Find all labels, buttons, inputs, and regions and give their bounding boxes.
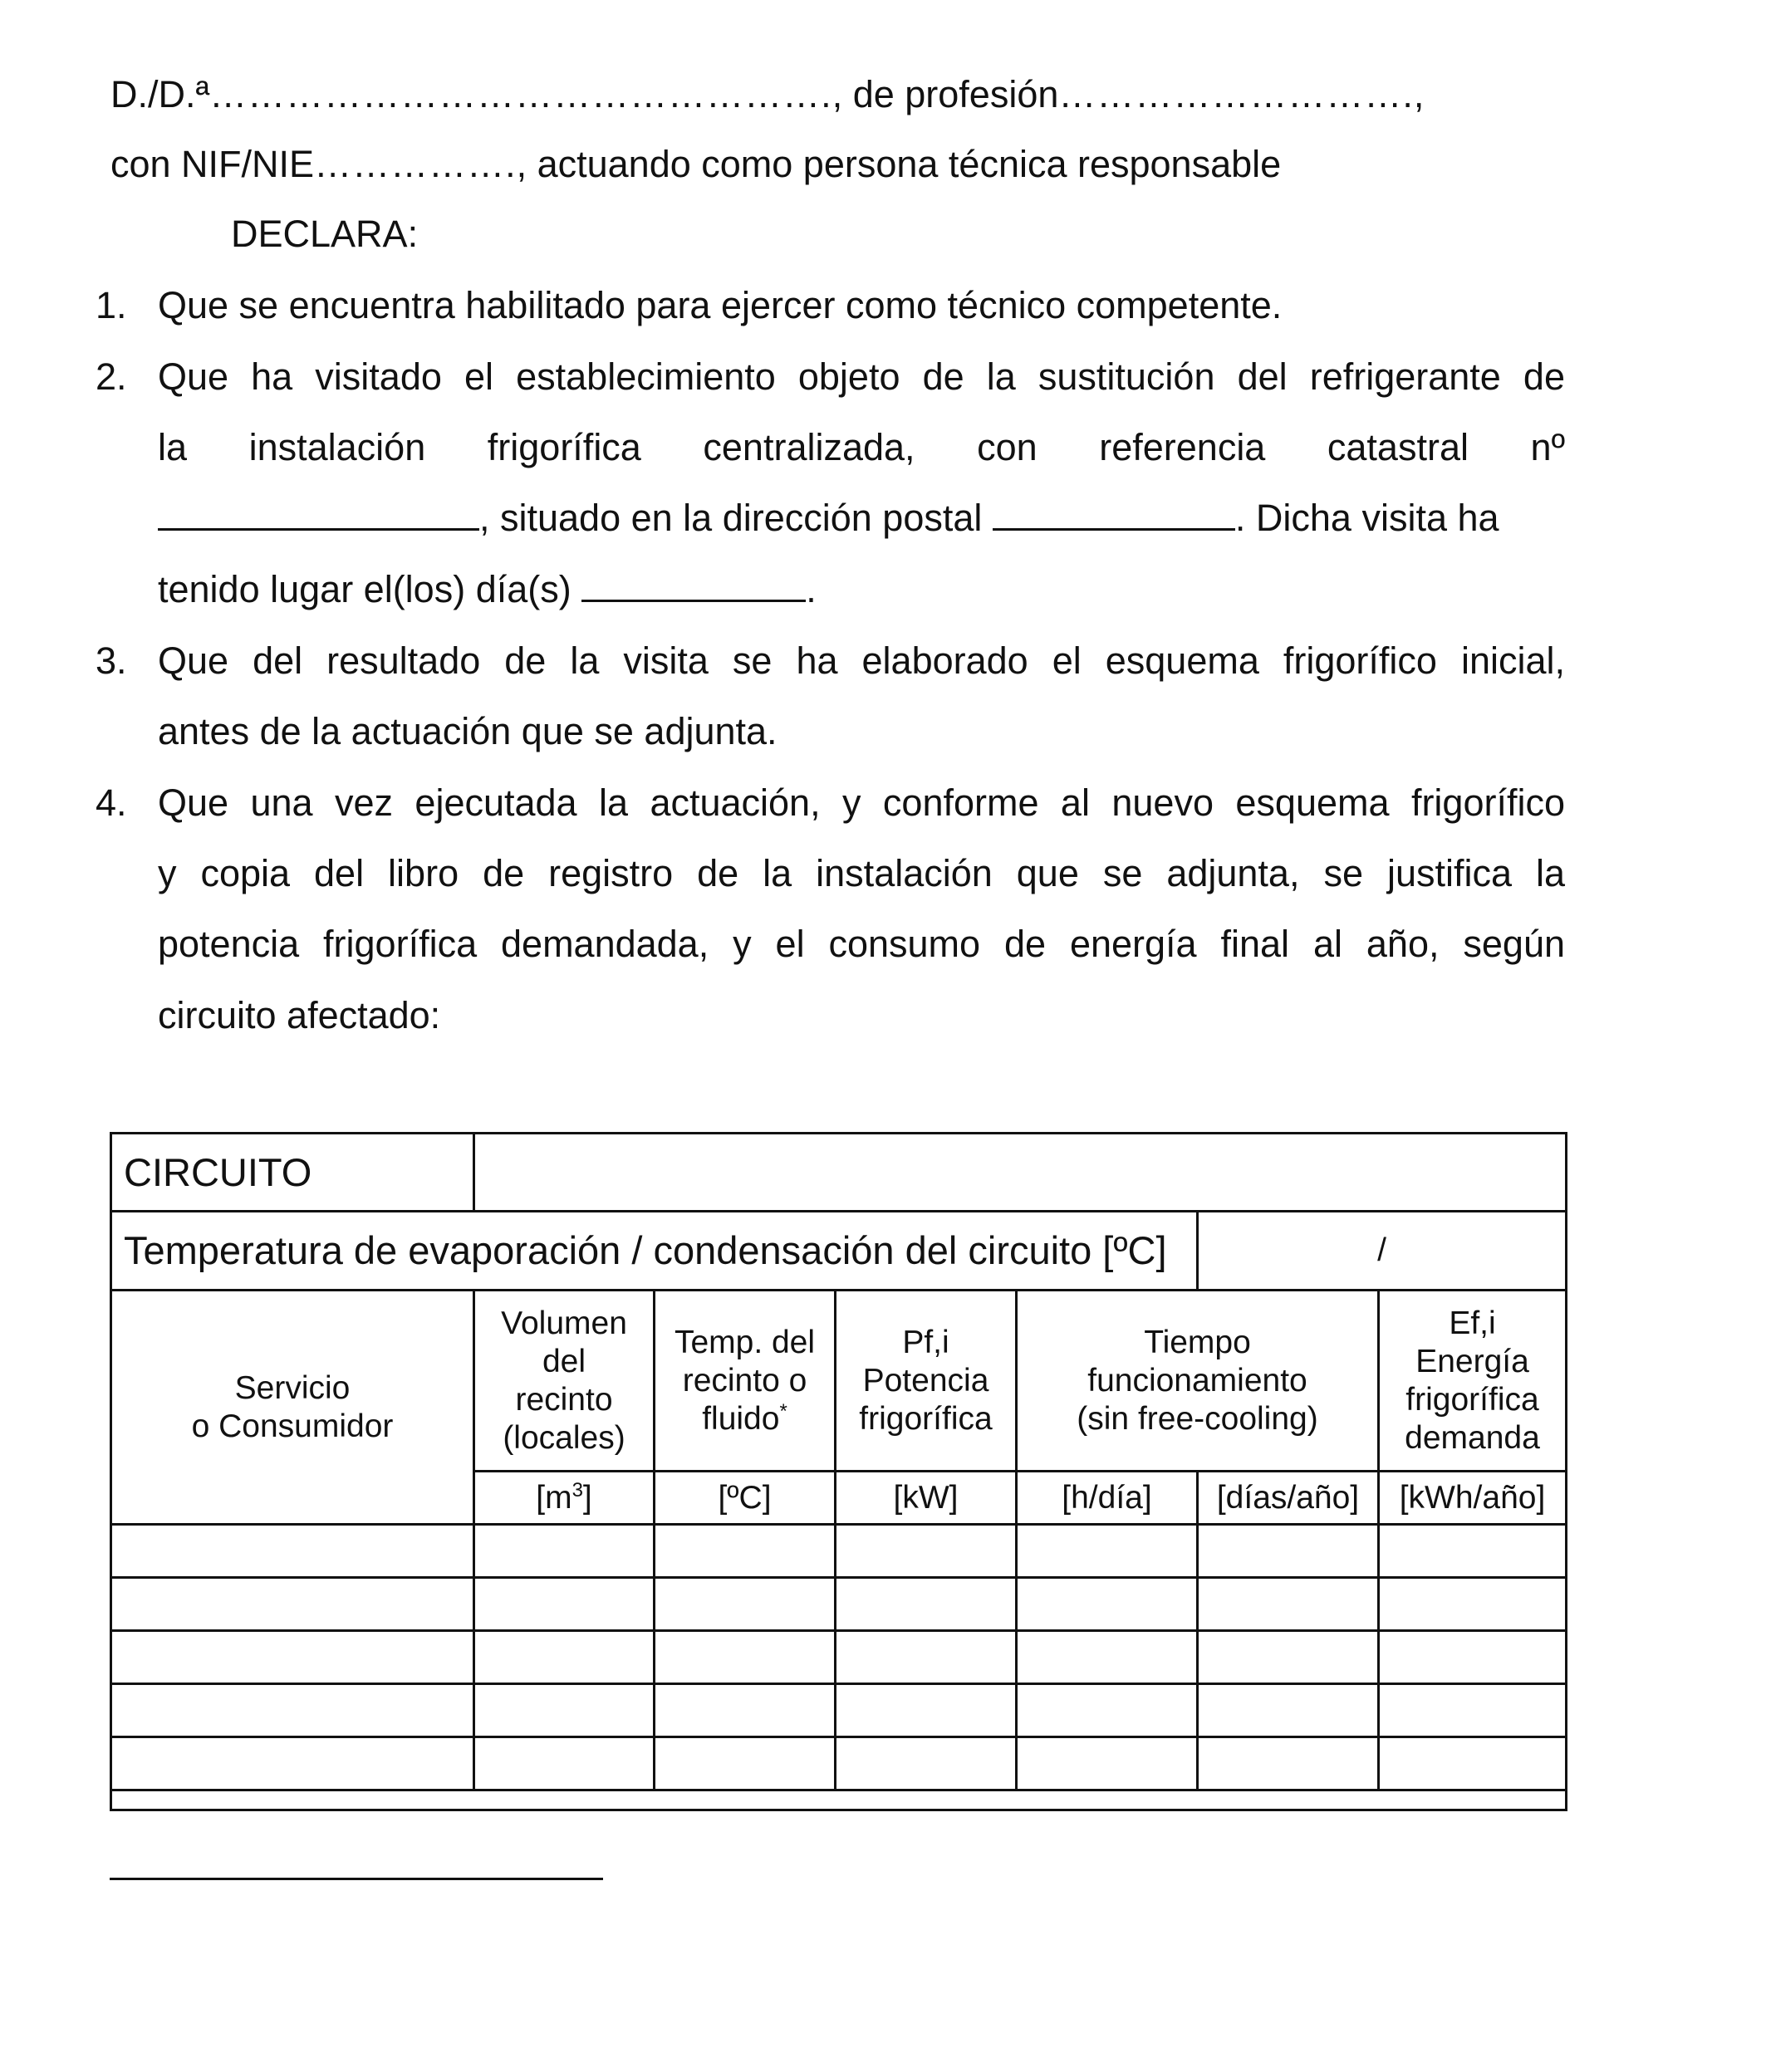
table-cell[interactable] <box>836 1631 1017 1684</box>
table-cell[interactable] <box>1017 1684 1198 1737</box>
item-4-line-2: y copia del libro de registro de la instalación que se adjunta, se justifica la <box>158 852 1565 894</box>
table-cell[interactable] <box>474 1737 655 1790</box>
table-cell[interactable] <box>1198 1631 1379 1684</box>
table-cell[interactable] <box>474 1684 655 1737</box>
header-line: funcionamiento <box>1087 1362 1307 1398</box>
table-row <box>111 1525 1567 1578</box>
address-blank-field[interactable] <box>993 495 1235 531</box>
circuito-value-cell[interactable] <box>474 1134 1567 1212</box>
table-row <box>111 1684 1567 1737</box>
table-cell[interactable] <box>1379 1578 1567 1631</box>
footnote-separator <box>110 1878 603 1880</box>
table-cell[interactable] <box>655 1631 836 1684</box>
table-cell[interactable] <box>836 1684 1017 1737</box>
table-row <box>111 1631 1567 1684</box>
table-cell[interactable] <box>1198 1578 1379 1631</box>
header-line-2 <box>110 141 1281 188</box>
header-line: o Consumidor <box>191 1408 394 1444</box>
table-footer-cell <box>111 1790 1567 1810</box>
table-row <box>111 1578 1567 1631</box>
header-line: Servicio <box>234 1369 351 1406</box>
nif-fill-field[interactable]: ……………. <box>314 143 517 185</box>
item-3-line-1: Que del resultado de la visita se ha elaborado el esquema frigorífico inicial, <box>158 639 1565 682</box>
table-cell[interactable] <box>655 1737 836 1790</box>
table-cell[interactable] <box>1379 1525 1567 1578</box>
ef-header <box>1379 1291 1567 1472</box>
unit-hdia: [h/día] <box>1017 1472 1198 1525</box>
table-cell[interactable] <box>111 1737 474 1790</box>
header-line: del <box>542 1343 586 1379</box>
tenido-text: tenido lugar el(los) día(s) <box>158 568 571 610</box>
unit-text: ] <box>582 1479 592 1516</box>
table-cell[interactable] <box>474 1578 655 1631</box>
tiempo-header <box>1017 1291 1379 1472</box>
header-line: (sin free-cooling) <box>1077 1400 1318 1437</box>
visita-text: . Dicha visita ha <box>1234 497 1499 539</box>
table-cell[interactable] <box>655 1578 836 1631</box>
situado-text: , situado en la dirección postal <box>479 497 983 539</box>
item-number: 3. <box>96 639 127 682</box>
item-number: 1. <box>96 284 127 326</box>
header-line: Potencia <box>862 1362 989 1398</box>
table-cell[interactable] <box>111 1578 474 1631</box>
unit-kw: [kW] <box>836 1472 1017 1525</box>
table-cell[interactable] <box>1017 1737 1198 1790</box>
item-4-line-1: Que una vez ejecutada la actuación, y conforme al nuevo esquema frigorífico <box>158 781 1565 824</box>
footnote-mark: * <box>779 1399 787 1423</box>
unit-text: [m <box>536 1479 572 1516</box>
header-line: (locales) <box>503 1419 625 1456</box>
header-line: recinto o <box>682 1362 807 1398</box>
header-line-1 <box>110 71 1425 118</box>
circuit-table <box>110 1132 1567 1811</box>
header-line: Pf,i <box>902 1324 949 1360</box>
profesion-label: , de profesión <box>831 73 1059 115</box>
table-cell[interactable] <box>1017 1578 1198 1631</box>
volumen-header <box>474 1291 655 1472</box>
table-cell[interactable] <box>111 1525 474 1578</box>
catastral-blank-field[interactable] <box>158 495 479 531</box>
header-line: Energía <box>1415 1343 1529 1379</box>
item-number: 2. <box>96 355 127 398</box>
table-cell[interactable] <box>474 1525 655 1578</box>
table-cell[interactable] <box>111 1631 474 1684</box>
table-cell[interactable] <box>836 1525 1017 1578</box>
table-cell[interactable] <box>836 1737 1017 1790</box>
unit-temp: [ºC] <box>655 1472 836 1525</box>
header-line: Tiempo <box>1144 1324 1251 1360</box>
table-cell[interactable] <box>1379 1737 1567 1790</box>
item-2-line-4 <box>158 566 817 613</box>
table-cell[interactable] <box>1198 1684 1379 1737</box>
circuito-label: CIRCUITO <box>111 1134 474 1212</box>
header-line: frigorífica <box>859 1400 993 1437</box>
servicio-header <box>111 1291 474 1525</box>
temp-header <box>655 1291 836 1472</box>
header-line: Volumen <box>501 1305 627 1341</box>
header-line: Ef,i <box>1449 1305 1496 1341</box>
item-4-line-3: potencia frigorífica demandada, y el consumo de energía final al año, según <box>158 923 1565 965</box>
pf-header <box>836 1291 1017 1472</box>
item-number: 4. <box>96 781 127 824</box>
actuando-text: , actuando como persona técnica responsable <box>516 143 1282 185</box>
table-cell[interactable] <box>111 1684 474 1737</box>
table-cell[interactable] <box>1379 1631 1567 1684</box>
header-line: frigorífica <box>1405 1381 1539 1418</box>
item-2-line-1: Que ha visitado el establecimiento objeto de la sustitución del refrigerante de <box>158 355 1565 398</box>
table-cell[interactable] <box>655 1684 836 1737</box>
item-4-line-4: circuito afectado: <box>158 994 441 1036</box>
table-cell[interactable] <box>1198 1737 1379 1790</box>
temp-value-cell[interactable]: / <box>1198 1212 1567 1291</box>
nif-label: con NIF/NIE <box>110 143 315 185</box>
table-cell[interactable] <box>836 1578 1017 1631</box>
declara-heading: DECLARA: <box>231 213 419 255</box>
table-cell[interactable] <box>1017 1631 1198 1684</box>
dd-fill-field[interactable]: …………………………………………. <box>209 73 832 115</box>
temp-label: Temperatura de evaporación / condensación del circuito [ºC] <box>111 1212 1198 1291</box>
table-cell[interactable] <box>1198 1525 1379 1578</box>
item-2-line-2: la instalación frigorífica centralizada, con referencia catastral nº <box>158 426 1565 468</box>
header-line: demanda <box>1405 1419 1540 1456</box>
unit-dias: [días/año] <box>1198 1472 1379 1525</box>
header-line <box>655 1400 834 1438</box>
profesion-fill-field[interactable]: ………………………., <box>1058 73 1425 115</box>
table-cell[interactable] <box>474 1631 655 1684</box>
table-cell[interactable] <box>1017 1525 1198 1578</box>
header-text: fluido <box>702 1400 780 1437</box>
item-1-text: Que se encuentra habilitado para ejercer como técnico competente. <box>158 284 1283 326</box>
header-line: Temp. del <box>674 1324 816 1360</box>
header-line: recinto <box>515 1381 613 1418</box>
dd-label: D./D.ª <box>110 73 210 115</box>
table-footer-row <box>111 1790 1567 1810</box>
table-row <box>111 1737 1567 1790</box>
item-2-line-3 <box>158 495 1565 541</box>
unit-exponent: 3 <box>571 1478 583 1501</box>
unit-kwh: [kWh/año] <box>1379 1472 1567 1525</box>
unit-vol <box>474 1472 655 1525</box>
table-cell[interactable] <box>1379 1684 1567 1737</box>
item-3-line-2: antes de la actuación que se adjunta. <box>158 710 778 752</box>
date-blank-field[interactable] <box>581 566 806 602</box>
period: . <box>806 568 817 610</box>
table-cell[interactable] <box>655 1525 836 1578</box>
